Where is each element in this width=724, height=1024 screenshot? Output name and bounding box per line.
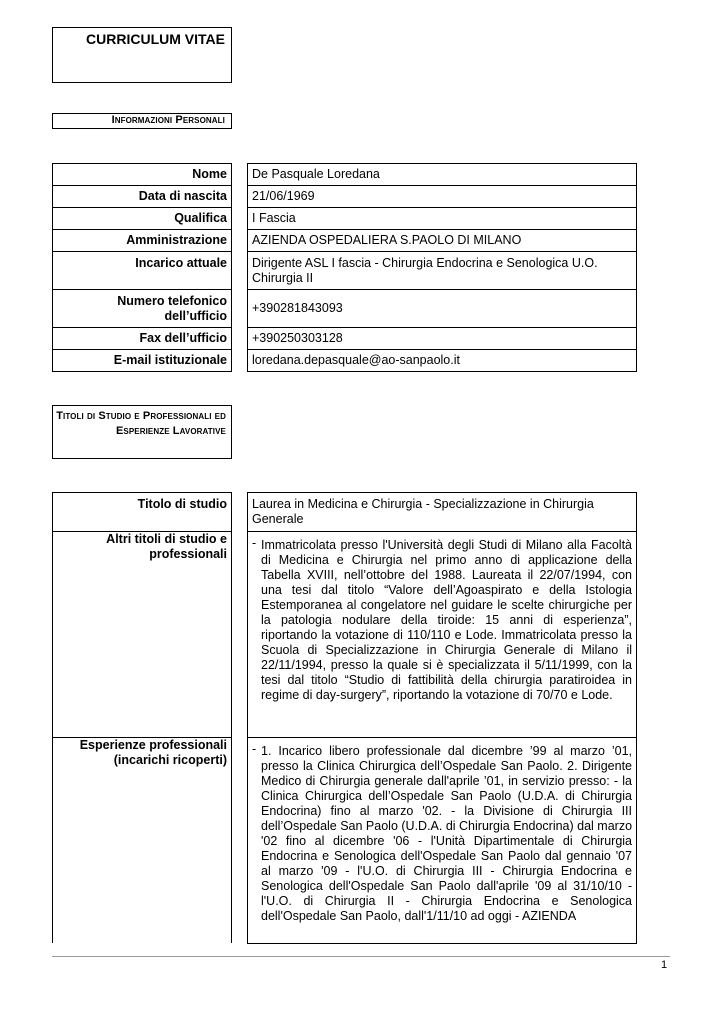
value-incarico-attuale: Dirigente ASL I fascia - Chirurgia Endocrina e Senologica U.O. Chirurgia II (247, 251, 637, 289)
label-email: E-mail istituzionale (52, 349, 232, 372)
value-nome: De Pasquale Loredana (247, 163, 637, 185)
value-fax: +390250303128 (247, 327, 637, 349)
value-telefono: +390281843093 (247, 289, 637, 327)
section-titles-box (52, 405, 232, 459)
label-titolo-studio: Titolo di studio (52, 492, 232, 531)
label-nome: Nome (52, 163, 232, 185)
label-incarico-attuale: Incarico attuale (52, 251, 232, 289)
doc-title: CURRICULUM VITAE (86, 31, 225, 47)
label-esperienze: Esperienze professionali (incarichi ricoperti) (52, 737, 232, 943)
value-qualifica: I Fascia (247, 207, 637, 229)
altri-titoli-text: Immatricolata presso l'Università degli Studi di Milano alla Facoltà di Medicina e Chirurgia nel primo anno di applicazione della Tabella XVIII, nell’ottobre del 1988. Laureata il 22/07/1994, con una tesi dal titolo “Valore dell’Agoaspirato e della Istologia Estemporanea al congelatore nel guidare le scelte chirurgiche per la patologia nodulare della tiroide: 15 anni di esperienza”, riportando la votazione di 110/110 e Lode. Immatricolata presso la Scuola di Specializzazione in Chirurgia Generale di Milano il 22/11/1994, presso la quale si è specializzata il 5/11/1999, con la tesi dal titolo “Studio di fattibilità della chirurgia paratiroidea in regime di day-surgery”, riportando la votazione di 70/70 e Lode. (261, 538, 632, 702)
label-fax: Fax dell’ufficio (52, 327, 232, 349)
page-number: 1 (661, 959, 668, 971)
section-personal-heading: Informazioni Personali (111, 114, 225, 126)
label-altri-titoli: Altri titoli di studio e professionali (52, 531, 232, 737)
label-telefono: Numero telefonico dell’ufficio (52, 289, 232, 327)
value-amministrazione: AZIENDA OSPEDALIERA S.PAOLO DI MILANO (247, 229, 637, 251)
label-data-nascita: Data di nascita (52, 185, 232, 207)
dash-marker: - (252, 742, 257, 756)
value-altri-titoli (247, 531, 637, 737)
value-esperienze (247, 737, 637, 944)
label-amministrazione: Amministrazione (52, 229, 232, 251)
value-titolo-studio: Laurea in Medicina e Chirurgia - Specializzazione in Chirurgia Generale (247, 492, 637, 531)
section-titles-heading: Titoli di Studio e Professionali ed Esperienze Lavorative (56, 410, 226, 437)
dash-marker: - (252, 536, 257, 550)
value-email: loredana.depasquale@ao-sanpaolo.it (247, 349, 637, 372)
footer-rule (52, 956, 670, 957)
title-box (52, 27, 232, 83)
label-qualifica: Qualifica (52, 207, 232, 229)
section-personal-box (52, 113, 232, 129)
value-data-nascita: 21/06/1969 (247, 185, 637, 207)
esperienze-text: 1. Incarico libero professionale dal dicembre ’99 al marzo ’01, presso la Clinica Chirurgica dell’Ospedale San Paolo. 2. Dirigente Medico di Chirurgia generale dall'aprile ’01, in servizio presso: - la Clinica Chirurgica dell’Ospedale San Paolo (U.D.A. di Chirurgia Endocrina) fino al marzo '02. - la Divisione di Chirurgia III dell’Ospedale San Paolo (U.D.A. di Chirurgia Endocrina) dal marzo '02 fino al dicembre '06 - l'Unità Dipartimentale di Chirurgia Endocrina e Senologica dell'Ospedale San Paolo dal gennaio '07 al marzo '09 - l'U.O. di Chirurgia III - Chirurgia Endocrina e Senologica dell'Ospedale San Paolo dall'aprile '09 al 31/10/10 - l'U.O. di Chirurgia II - Chirurgia Endocrina e Senologica dell'Ospedale San Paolo, dall'1/11/10 ad oggi - AZIENDA (261, 744, 633, 923)
